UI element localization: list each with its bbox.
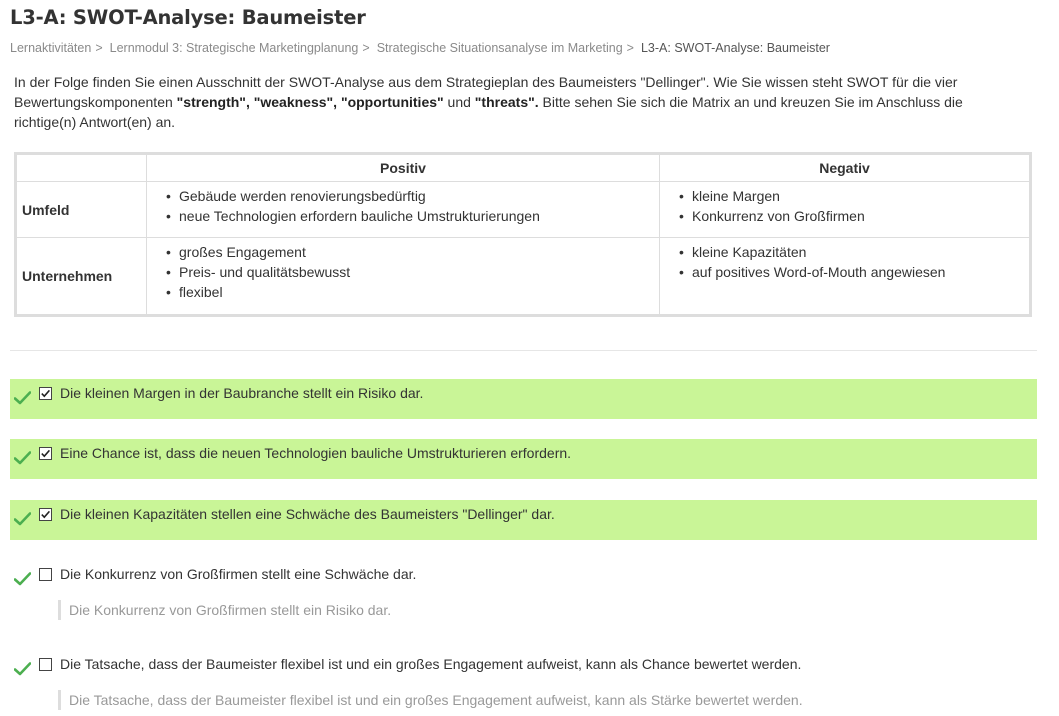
matrix-row-unternehmen	[16, 238, 1031, 316]
breadcrumb-link-lernaktivitaeten[interactable]: Lernaktivitäten	[10, 41, 92, 55]
checkbox-tick-icon	[40, 388, 51, 399]
answer-checkbox[interactable]	[39, 568, 52, 581]
checkmark-icon	[14, 572, 31, 586]
matrix-row-label: Unternehmen	[16, 238, 147, 316]
swot-matrix	[14, 152, 1032, 317]
intro-part3: Bitte sehen Sie sich die Matrix an und kreuzen Sie im Anschluss die richtige(n) Antwort(en) an.	[14, 94, 963, 130]
breadcrumb-link-situationsanalyse[interactable]: Strategische Situationsanalyse im Marketing	[376, 41, 623, 55]
matrix-header-negativ: Negativ	[660, 154, 1031, 182]
matrix-list-item: • kleine Kapazitäten	[692, 242, 1029, 262]
answer-label: Die kleinen Margen in der Baubranche stellt ein Risiko dar.	[60, 385, 424, 401]
intro-bold-terms: "strength", "weakness", "opportunities"	[176, 94, 444, 110]
matrix-header-positiv: Positiv	[147, 154, 660, 182]
answer-label: Die Konkurrenz von Großfirmen stellt eine Schwäche dar.	[60, 566, 417, 582]
matrix-row-label: Umfeld	[16, 182, 147, 238]
breadcrumb-link-lernmodul[interactable]: Lernmodul 3: Strategische Marketingplanung	[109, 41, 359, 55]
matrix-cell-umfeld-negativ	[660, 182, 1031, 238]
matrix-cell-unternehmen-negativ	[660, 238, 1031, 316]
page-title: L3-A: SWOT-Analyse: Baumeister	[10, 6, 366, 29]
checkmark-icon	[14, 391, 31, 405]
breadcrumb-separator: >	[95, 41, 103, 55]
answer-option	[10, 650, 1037, 690]
answer-option	[10, 560, 1037, 600]
breadcrumb-current: L3-A: SWOT-Analyse: Baumeister	[640, 41, 830, 55]
checkmark-icon	[14, 662, 31, 676]
answer-feedback: Die Tatsache, dass der Baumeister flexibel ist und ein großes Engagement aufweist, kann als Stärke bewertet werden.	[58, 690, 969, 710]
matrix-list-item: • kleine Margen	[692, 186, 1029, 206]
divider	[10, 350, 1037, 351]
intro-text	[14, 72, 1014, 132]
answer-checkbox[interactable]	[39, 447, 52, 460]
answer-feedback: Die Konkurrenz von Großfirmen stellt ein Risiko dar.	[58, 600, 969, 620]
matrix-list-item: • auf positives Word-of-Mouth angewiesen	[692, 262, 1029, 282]
intro-bold-threats: "threats".	[474, 94, 539, 110]
matrix-list-item: • flexibel	[179, 282, 659, 302]
checkmark-icon	[14, 512, 31, 526]
answer-checkbox[interactable]	[39, 387, 52, 400]
checkbox-tick-icon	[40, 509, 51, 520]
answer-label: Eine Chance ist, dass die neuen Technologien bauliche Umstrukturieren erfordern.	[60, 445, 572, 461]
matrix-cell-umfeld-positiv	[147, 182, 660, 238]
matrix-list-item: • Konkurrenz von Großfirmen	[692, 206, 1029, 226]
matrix-list-item: • Gebäude werden renovierungsbedürftig	[179, 186, 659, 206]
breadcrumb-separator: >	[626, 41, 634, 55]
answer-checkbox[interactable]	[39, 658, 52, 671]
answer-checkbox[interactable]	[39, 508, 52, 521]
answer-label: Die Tatsache, dass der Baumeister flexibel ist und ein großes Engagement aufweist, kann als Chance bewertet werden.	[60, 656, 802, 672]
matrix-header-row	[16, 154, 1031, 182]
matrix-cell-unternehmen-positiv	[147, 238, 660, 316]
matrix-list-item: • Preis- und qualitätsbewusst	[179, 262, 659, 282]
matrix-list-item: • großes Engagement	[179, 242, 659, 262]
matrix-header-empty	[16, 154, 147, 182]
breadcrumb-separator: >	[362, 41, 370, 55]
answer-option	[10, 500, 1037, 540]
breadcrumb	[10, 41, 830, 55]
answer-option	[10, 379, 1037, 419]
answer-option	[10, 439, 1037, 479]
matrix-list-item: • neue Technologien erfordern bauliche Umstrukturierungen	[179, 206, 659, 226]
checkmark-icon	[14, 451, 31, 465]
intro-part1: In der Folge finden Sie einen Ausschnitt der SWOT-Analyse aus dem Strategieplan des Baumeisters "Dellinger". Wie Sie wissen steht SWOT für die vier Bewertungskomponenten	[14, 74, 958, 110]
checkbox-tick-icon	[40, 448, 51, 459]
answer-label: Die kleinen Kapazitäten stellen eine Schwäche des Baumeisters "Dellinger" dar.	[60, 506, 555, 522]
intro-part2: und	[443, 94, 475, 110]
matrix-row-umfeld	[16, 182, 1031, 238]
